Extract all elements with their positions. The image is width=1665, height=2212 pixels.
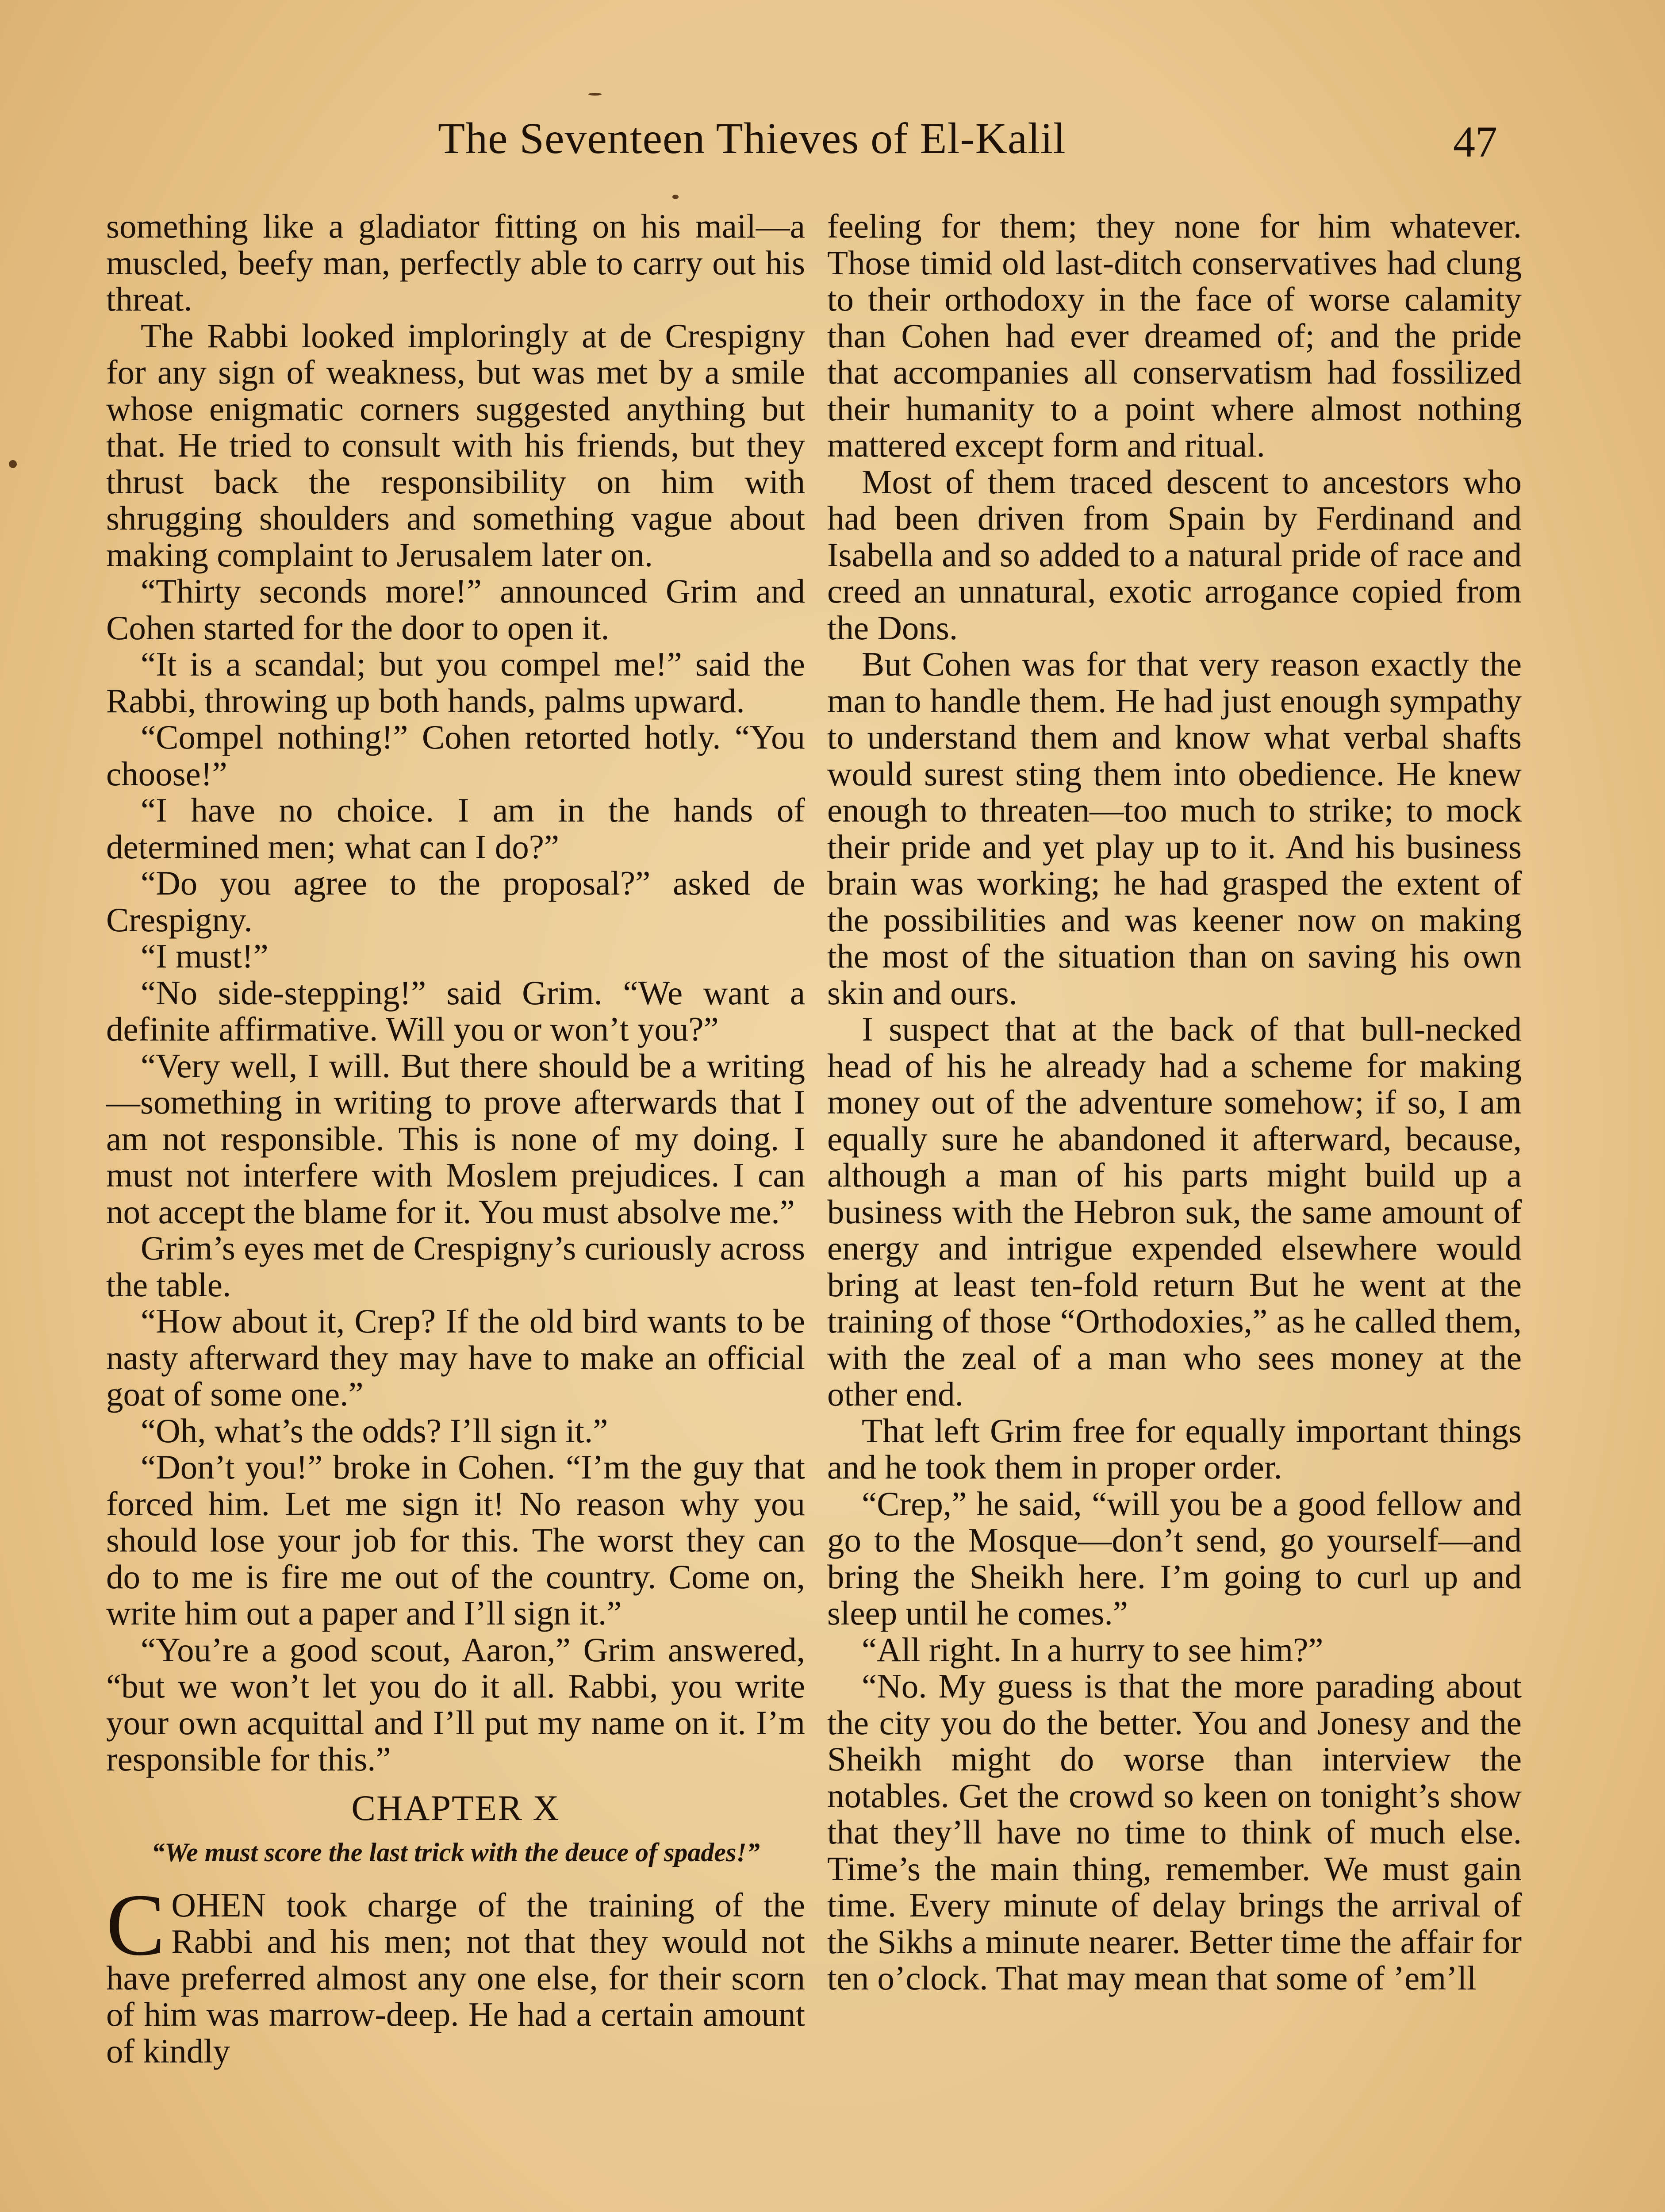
paragraph: “It is a scandal; but you compel me!” said the Rabbi, throwing up both hands, palms upward. bbox=[106, 645, 805, 720]
drop-cap: C bbox=[106, 1876, 165, 1974]
ink-speck bbox=[9, 460, 17, 468]
paragraph: “No side-stepping!” said Grim. “We want a definite affirmative. Will you or won’t you?” bbox=[106, 973, 805, 1048]
paragraph: That left Grim free for equally important things and he took them in proper order. bbox=[827, 1411, 1522, 1486]
paragraph: “I must!” bbox=[141, 937, 269, 975]
chapter-opening-paragraph bbox=[106, 1876, 805, 2070]
chapter-heading: CHAPTER X bbox=[351, 1787, 560, 1828]
paragraph: I suspect that at the back of that bull-necked head of his he already had a scheme for making money out of the adventure somehow; if so, I am equally sure he abandoned it afterward, because, although a man of his parts might build up a business with the Hebron suk, the same amount of energy and intrigue expended elsewhere would bring at least ten-fold return But he went at the training of those “Orthodoxies,” as he called them, with the zeal of a man who sees money at the other end. bbox=[827, 1010, 1522, 1413]
paragraph: “How about it, Crep? If the old bird wants to be nasty afterward they may have to make an official goat of some one.” bbox=[106, 1302, 805, 1413]
paragraph: “Compel nothing!” Cohen retorted hotly. “You choose!” bbox=[106, 718, 805, 793]
paragraph: “All right. In a hurry to see him?” bbox=[862, 1630, 1324, 1669]
paragraph: something like a gladiator fitting on his mail—a muscled, beefy man, perfectly able to carry out his threat. bbox=[106, 207, 805, 318]
paragraph: “I have no choice. I am in the hands of determined men; what can I do?” bbox=[106, 791, 805, 866]
paragraph: “No. My guess is that the more parading about the city you do the better. You and Jonesy and the Sheikh might do worse than interview the notables. Get the crowd so keen on tonight’s show that they’ll have no time to think of much else. Time’s the main thing, remember. We must gain time. Every minute of delay brings the arrival of the Sikhs a minute nearer. Better time the affair for ten o’clock. That may mean that some of ’em’ll bbox=[827, 1667, 1522, 1997]
paragraph: “Do you agree to the proposal?” asked de Crespigny. bbox=[106, 864, 805, 939]
running-title: The Seventeen Thieves of El-Kalil bbox=[438, 114, 1066, 163]
ink-speck bbox=[588, 93, 602, 96]
paragraph: Grim’s eyes met de Crespigny’s curiously across the table. bbox=[106, 1229, 805, 1304]
chapter-epigraph: “We must score the last trick with the deuce of spades!” bbox=[151, 1838, 760, 1867]
page-number: 47 bbox=[1453, 117, 1497, 166]
page-header bbox=[0, 113, 1665, 170]
paragraph: “Very well, I will. But there should be a writing—something in writing to prove afterwards that I am not responsible. This is none of my doing. I must not interfere with Moslem prejudices. I can not accept the blame for it. You must absolve me.” bbox=[106, 1046, 805, 1231]
paragraph: “Don’t you!” broke in Cohen. “I’m the guy that forced him. Let me sign it! No reason why you should lose your job for this. The worst they can do to me is fire me out of the country. Come on, write him out a paper and I’ll sign it.” bbox=[106, 1448, 805, 1632]
right-column bbox=[827, 208, 1522, 1997]
paragraph: Most of them traced descent to ancestors who had been driven from Spain by Ferdinand and Isabella and so added to a natural pride of race and creed an unnatural, exotic arrogance copied from the Dons. bbox=[827, 462, 1522, 647]
left-column bbox=[106, 208, 805, 2069]
paragraph: But Cohen was for that very reason exactly the man to handle them. He had just enough sympathy to understand them and know what verbal shafts would surest sting them into obedience. He knew enough to threaten—too much to strike; to mock their pride and yet play up to it. And his business brain was working; he had grasped the extent of the possibilities and was keener now on making the most of the situation than on saving his own skin and ours. bbox=[827, 645, 1522, 1012]
paragraph: “You’re a good scout, Aaron,” Grim answered, “but we won’t let you do it all. Rabbi, you write your own acquittal and I’ll put my name on it. I’m responsible for this.” bbox=[106, 1630, 805, 1778]
paragraph: “Oh, what’s the odds? I’ll sign it.” bbox=[141, 1411, 608, 1450]
opening-text: OHEN took charge of the training of the Rabbi and his men; not that they would not have preferred almost any one else, for their scorn of him was marrow-deep. He had a certain amount of kindly bbox=[106, 1886, 805, 2070]
ink-speck bbox=[672, 195, 679, 199]
paragraph: “Thirty seconds more!” announced Grim and Cohen started for the door to open it. bbox=[106, 572, 805, 647]
paragraph: The Rabbi looked imploringly at de Crespigny for any sign of weakness, but was met by a smile whose enigmatic corners suggested anything but that. He tried to consult with his friends, but they thrust back the responsibility on him with shrugging shoulders and something vague about making complaint to Jerusalem later on. bbox=[106, 316, 805, 574]
paragraph: feeling for them; they none for him whatever. Those timid old last-ditch conservatives had clung to their orthodoxy in the face of worse calamity than Cohen had ever dreamed of; and the pride that accompanies all conservatism had fossilized their humanity to a point where almost nothing mattered except form and ritual. bbox=[827, 207, 1522, 464]
paragraph: “Crep,” he said, “will you be a good fellow and go to the Mosque—don’t send, go yourself—and bring the Sheikh here. I’m going to curl up and sleep until he comes.” bbox=[827, 1484, 1522, 1632]
